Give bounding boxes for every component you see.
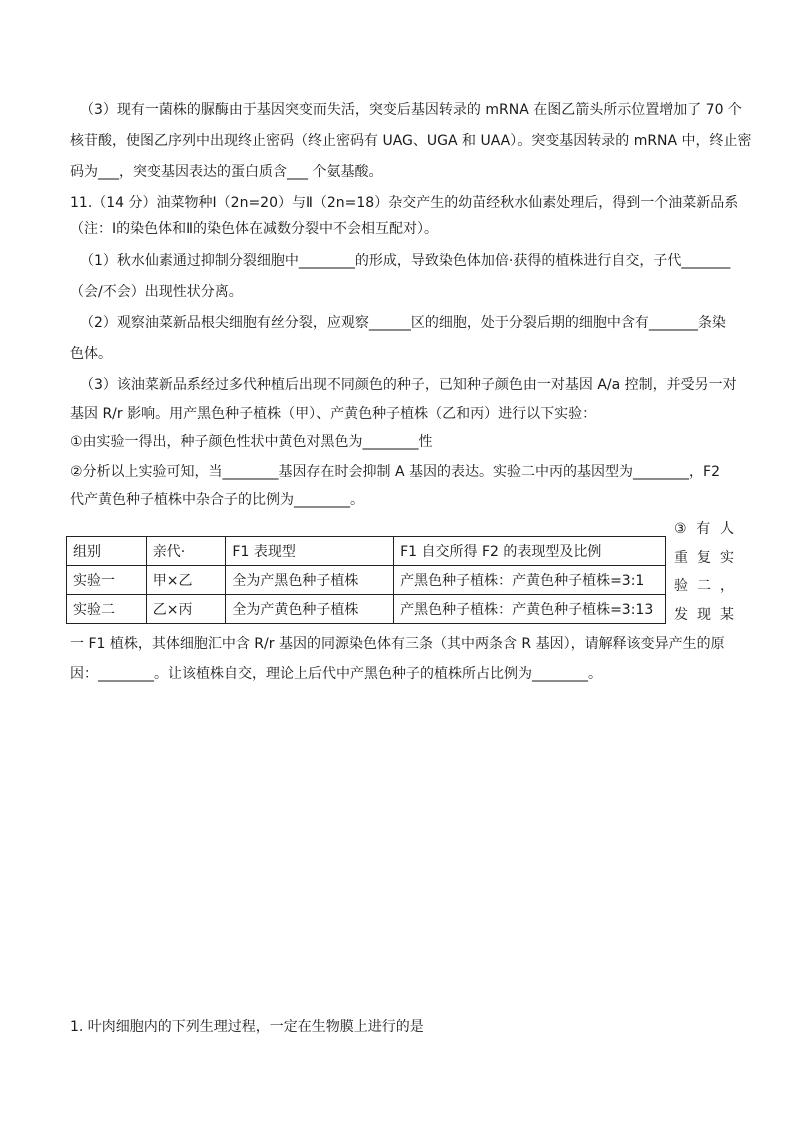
table-cell: 实验二 bbox=[67, 595, 147, 624]
table-cell: 全为产黑色种子植株 bbox=[226, 566, 394, 595]
table-row bbox=[67, 566, 666, 595]
table-header-cell: 组别 bbox=[67, 537, 147, 566]
table-cell: 甲×乙 bbox=[146, 566, 226, 595]
q11-part1-line2: （会/不会）出现性状分离。 bbox=[70, 284, 243, 300]
table-header-row bbox=[67, 537, 666, 566]
experiment-table bbox=[66, 536, 666, 624]
q11-part3-line1: （3）该油菜新品系经过多代种植后出现不同颜色的种子，已知种子颜色由一对基因 A/a 控制，并受另一对 bbox=[80, 377, 737, 393]
q11-part3-sub2-line2: 代产黄色种子植株中杂合子的比例为________。 bbox=[70, 492, 364, 508]
side-text-2: 重复实 bbox=[674, 550, 734, 566]
q11-stem-line1: 11.（14 分）油菜物种Ⅰ（2n=20）与Ⅱ（2n=18）杂交产生的幼苗经秋水仙素处理后，得到一个油菜新品系 bbox=[70, 195, 739, 211]
table-row bbox=[67, 595, 666, 624]
q11-part3-sub3-line2: 因：________。让该植株自交，理论上后代中产黑色种子的植株所占比例为________。 bbox=[70, 666, 602, 682]
side-text-4: 发现某 bbox=[674, 607, 734, 623]
table-cell: 全为产黄色种子植株 bbox=[226, 595, 394, 624]
table-cell: 乙×丙 bbox=[146, 595, 226, 624]
side-text-1: ③有人 bbox=[674, 521, 734, 537]
q11-part3-sub2-line1: ②分析以上实验可知，当________基因存在时会抑制 A 基因的表达。实验二中丙的基因型为________，F2 bbox=[70, 464, 720, 480]
q11-part2-line1: （2）观察油菜新品根尖细胞有丝分裂，应观察______区的细胞，处于分裂后期的细胞中含有_______条染 bbox=[80, 315, 726, 331]
q11-part2-line2: 色体。 bbox=[70, 346, 112, 362]
table-header-cell: F1 自交所得 F2 的表现型及比例 bbox=[394, 537, 666, 566]
table-header-cell: F1 表现型 bbox=[226, 537, 394, 566]
table-cell: 产黑色种子植株：产黄色种子植株=3:13 bbox=[394, 595, 666, 624]
q11-part3-line2: 基因 R/r 影响。用产黑色种子植株（甲）、产黄色种子植株（乙和丙）进行以下实验： bbox=[70, 406, 597, 422]
q11-stem-line2: （注：Ⅰ的染色体和Ⅱ的染色体在减数分裂中不会相互配对）。 bbox=[70, 221, 439, 237]
q11-part3-sub1: ①由实验一得出，种子颜色性状中黄色对黑色为________性 bbox=[70, 434, 433, 450]
side-text-3: 验二， bbox=[674, 578, 734, 594]
table-cell: 实验一 bbox=[67, 566, 147, 595]
q1-stem: 1. 叶肉细胞内的下列生理过程，一定在生物膜上进行的是 bbox=[70, 1019, 424, 1035]
table-cell: 产黑色种子植株：产黄色种子植株=3:1 bbox=[394, 566, 666, 595]
table-header-cell: 亲代· bbox=[146, 537, 226, 566]
q10-3-line2: 核苷酸，使图乙序列中出现终止密码（终止密码有 UAG、UGA 和 UAA）。突变基因转录的 mRNA 中，终止密 bbox=[70, 133, 752, 149]
q10-3-line1: （3）现有一菌株的脲酶由于基因突变而失活，突变后基因转录的 mRNA 在图乙箭头所示位置增加了 70 个 bbox=[80, 102, 742, 118]
q11-part1-line1: （1）秋水仙素通过抑制分裂细胞中________的形成，导致染色体加倍·获得的植株进行自交，子代_______ bbox=[80, 253, 731, 269]
q10-3-line3: 码为___，突变基因表达的蛋白质含___ 个氨基酸。 bbox=[70, 164, 383, 180]
q11-part3-sub3-line1: 一 F1 植株，其体细胞汇中含 R/r 基因的同源染色体有三条（其中两条含 R 基因），请解释该变异产生的原 bbox=[70, 636, 725, 652]
